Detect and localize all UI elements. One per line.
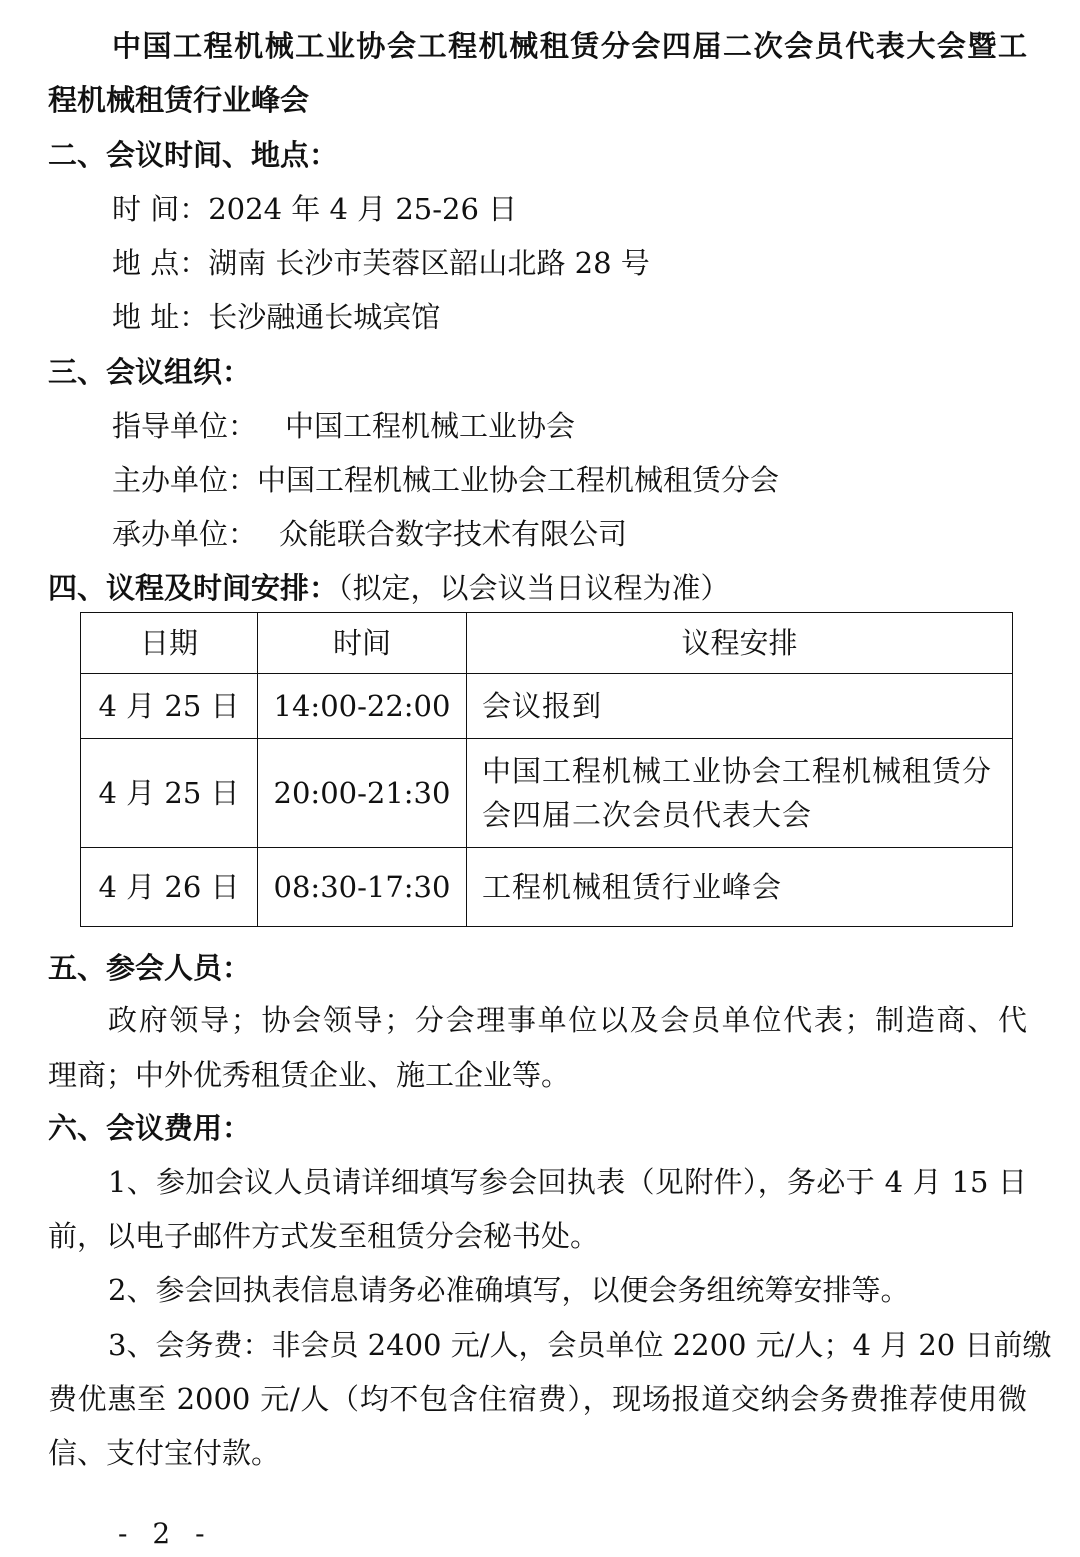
meeting-time-value: 2024 年 4 月 25-26 日 [208,192,518,226]
fee-item-3-line-1: 3、会务费：非会员 2400 元/人，会员单位 2200 元/人；4 月 20 日前缴 [108,1328,1052,1362]
guide-unit-label: 指导单位： [112,409,258,443]
section-4-heading-line [48,570,730,606]
agenda-date-cell: 4 月 25 日 [81,674,258,739]
meeting-address-value: 长沙融通长城宾馆 [208,300,441,334]
agenda-date-cell: 4 月 25 日 [81,739,258,848]
document-title-line-2: 程机械租赁行业峰会 [48,83,310,117]
agenda-item-line-2: 会四届二次会员代表大会 [482,798,813,832]
meeting-place-line [112,245,650,281]
organizer-unit-line [112,516,627,552]
agenda-header-time: 时间 [258,613,467,674]
meeting-address-label: 地 址： [112,300,209,334]
table-row [81,848,1013,927]
agenda-date-cell: 4 月 26 日 [81,848,258,927]
section-4-note: （拟定，以会议当日议程为准） [338,571,730,605]
fee-item-3-line-3: 信、支付宝付款。 [48,1436,281,1470]
section-2-heading: 二、会议时间、地点： [48,138,339,172]
guide-unit-line [112,408,575,444]
host-unit-line [112,462,779,498]
agenda-time-cell: 14:00-22:00 [258,674,467,739]
agenda-item-line-1: 中国工程机械工业协会工程机械租赁分 [482,754,993,788]
agenda-time-cell: 08:30-17:30 [258,848,467,927]
organizer-unit-label: 承办单位： [112,517,258,551]
attendees-line-2: 理商；中外优秀租赁企业、施工企业等。 [48,1058,571,1092]
agenda-table [80,612,1013,927]
table-row [81,739,1013,848]
agenda-header-agenda: 议程安排 [467,613,1013,674]
section-5-heading: 五、参会人员： [48,951,252,985]
meeting-place-label: 地 点： [112,246,209,280]
organizer-unit-value: 众能联合数字技术有限公司 [279,517,628,551]
page-number: - 2 - [118,1517,213,1550]
document-title-line-1: 中国工程机械工业协会工程机械租赁分会四届二次会员代表大会暨工 [112,29,1027,63]
meeting-place-value: 湖南 长沙市芙蓉区韶山北路 28 号 [208,246,650,280]
host-unit-value: 中国工程机械工业协会工程机械租赁分会 [257,463,780,497]
agenda-table-header-row [81,613,1013,674]
fee-item-1-line-1: 1、参加会议人员请详细填写参会回执表（见附件），务必于 4 月 15 日 [108,1165,1027,1199]
host-unit-label: 主办单位： [112,463,258,497]
section-4-heading: 四、议程及时间安排： [48,571,339,605]
agenda-time-cell: 20:00-21:30 [258,739,467,848]
agenda-header-date: 日期 [81,613,258,674]
section-6-heading: 六、会议费用： [48,1111,252,1145]
fee-item-3-line-2: 费优惠至 2000 元/人（均不包含住宿费），现场报道交纳会务费推荐使用微 [48,1382,1027,1416]
agenda-item-cell: 会议报到 [467,674,1013,739]
meeting-time-label: 时 间： [112,192,209,226]
fee-item-2: 2、参会回执表信息请务必准确填写，以便会务组统筹安排等。 [108,1273,910,1307]
meeting-time-line [112,191,517,227]
table-row [81,674,1013,739]
agenda-item-cell: 工程机械租赁行业峰会 [467,848,1013,927]
agenda-item-cell [467,739,1013,848]
guide-unit-value: 中国工程机械工业协会 [285,409,576,443]
attendees-line-1: 政府领导；协会领导；分会理事单位以及会员单位代表；制造商、代 [108,1003,1027,1037]
fee-item-1-line-2: 前，以电子邮件方式发至租赁分会秘书处。 [48,1219,600,1253]
meeting-address-line [112,299,440,335]
section-3-heading: 三、会议组织： [48,355,252,389]
